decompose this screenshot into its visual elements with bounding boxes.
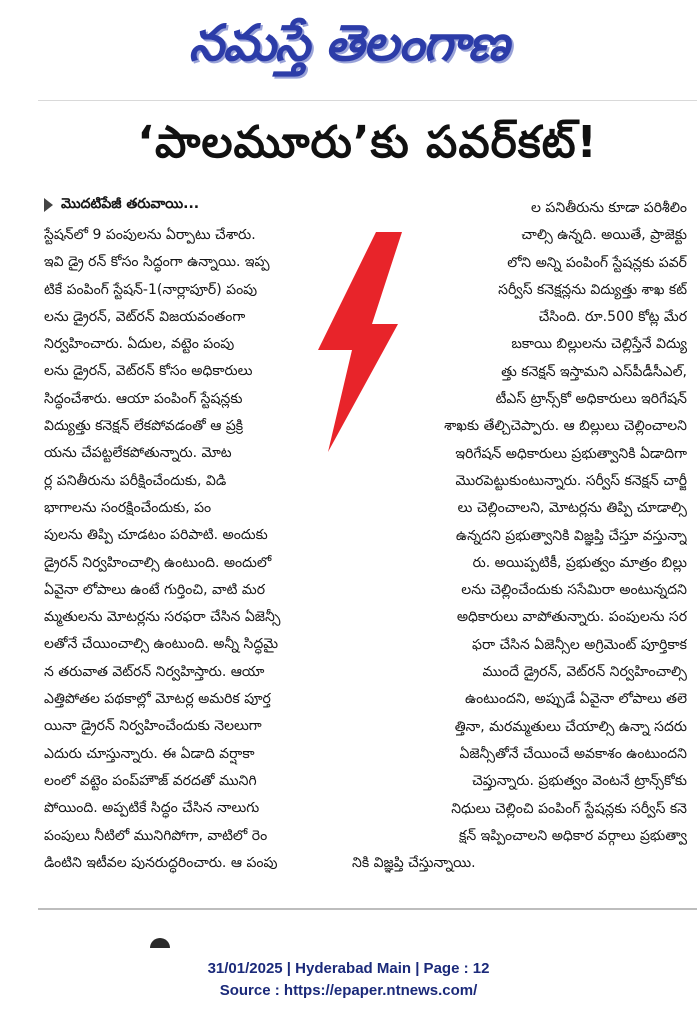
article-line-right: లోని అన్ని పంపింగ్‌ స్టేషన్లకు పవర్‌: [507, 254, 687, 271]
article-column-left: [44, 222, 340, 877]
article-line-left: యను చేపట్టలేకపోతున్నారు. మోట: [44, 445, 232, 462]
article-line-right: లు చెల్లించాలని, మోటర్లను తిప్పి చూడాల్సి: [457, 500, 687, 517]
article-line-right: ఫరా చేసిన ఏజెన్సీల అగ్రిమెంట్‌ పూర్తికాక: [472, 636, 687, 653]
article-line-left: విద్యుత్తు కనెక్షన్‌ లేకపోవడంతో ఆ ప్రక్రి: [44, 418, 244, 435]
article-line-left: లంలో వట్టెం పంప్‌హౌజ్‌ వరదతో మునిగి: [44, 772, 257, 789]
article-line-left: యినా డ్రైరన్‌ నిర్వహించేందుకు నెలలుగా: [44, 718, 262, 735]
article-line-right: చాల్సి ఉన్నది. అయితే, ప్రాజెక్టు: [521, 227, 687, 244]
article-line-left: సిద్ధంచేశారు. ఆయా పంపింగ్‌ స్టేషన్లకు: [44, 390, 243, 407]
lightning-bolt-icon: [318, 232, 402, 452]
article-line-left: పులను తిప్పి చూడటం పరిపాటి. అందుకు: [44, 527, 268, 544]
article-line-right: సర్వీస్‌ కనెక్షన్లను విద్యుత్తు శాఖ కట్‌: [498, 281, 687, 298]
article-line-left: టికే పంపింగ్‌ స్టేషన్‌-1(నార్లాపూర్‌) పంపు: [44, 281, 258, 298]
article-line-left: ఏవైనా లోపాలు ఉంటే గుర్తించి, వాటి మర: [44, 581, 266, 598]
clip-bottom-border: [38, 908, 697, 910]
next-article-fragment: [150, 938, 170, 948]
footer-date-edition: 31/01/2025 | Hyderabad Main | Page : 12: [207, 960, 490, 977]
epaper-footer: [0, 958, 697, 1002]
newspaper-masthead: నమస్తే తెలంగాణ: [188, 13, 509, 72]
article-line-right: చేసింది. రూ.500 కోట్ల మేర: [538, 309, 687, 326]
article-line-left: ఎత్తిపోతల పథకాల్లో మోటర్ల అమరిక పూర్త: [44, 691, 271, 708]
article-line-left: ఎదురు చూస్తున్నారు. ఈ ఏడాది వర్షాకా: [44, 745, 255, 762]
article-line-right: అధికారులు వాపోతున్నారు. పంపులను సర: [456, 609, 687, 626]
article-line-right: శాఖకు తేల్చిచెప్పారు. ఆ బిల్లులు చెల్లించాలని: [444, 418, 687, 435]
article-line-left: లతోనే చేయించాల్సి ఉంటుంది. అన్నీ సిద్ధమై: [44, 636, 279, 653]
article-line-right: ఉంటుందని, అప్పుడే ఏవైనా లోపాలు తలె: [464, 691, 687, 708]
article-headline: ‘పాలమూరు’కు పవర్‌కట్‌!: [137, 117, 598, 168]
clip-top-border: [38, 100, 697, 101]
article-line-right: ఏజెన్సీతోనే చేయించే అవకాశం ఉంటుందని: [459, 745, 687, 762]
article-line-right: టీఎస్‌ ట్రాన్స్‌కో అధికారులు ఇరిగేషన్‌: [495, 391, 687, 408]
article-line-left: స్టేషన్‌లో 9 పంపులను ఏర్పాటు చేశారు.: [44, 227, 256, 243]
article-line-right: లను చెల్లించేందుకు ససేమిరా అంటున్నదని: [461, 582, 687, 599]
article-line-right: ల పనితీరును కూడా పరిశీలిం: [531, 200, 687, 216]
article-line-right: ఉన్నదని ప్రభుత్వానికి విజ్ఞప్తి చేస్తూ వస్తున్నా: [455, 527, 687, 544]
continuation-text: మొదటిపేజీ తరువాయి...: [61, 195, 200, 212]
article-line-right: బకాయి బిల్లులను చెల్లిస్తేనే విద్యు: [511, 336, 687, 353]
article-line-right: నికి విజ్ఞప్తి చేస్తున్నాయి.: [352, 855, 476, 872]
article-line-right: ముందే డ్రైరన్‌, వెట్‌రన్‌ నిర్వహించాల్సి: [482, 664, 687, 681]
article-line-left: డింటిని ఇటీవల పునరుద్ధరించారు. ఆ పంపు: [44, 854, 278, 871]
chevron-right-icon: [44, 198, 53, 212]
article-line-left: ర్ల పనితీరును పరీక్షించేందుకు, విడి: [44, 472, 227, 489]
lightning-bolt-shape: [318, 232, 402, 452]
article-line-left: పోయింది. అప్పటికే సిద్ధం చేసిన నాలుగు: [44, 800, 260, 817]
article-line-right: త్తినా, మరమ్మతులు చేయాల్సి ఉన్నా సదరు: [454, 718, 687, 735]
article-line-left: భాగాలను సంరక్షించేందుకు, పం: [44, 499, 212, 516]
article-line-left: లను డ్రైరన్‌, వెట్‌రన్‌ విజయవంతంగా: [44, 308, 246, 325]
article-line-right: చెప్తున్నారు. ప్రభుత్వం వెంటనే ట్రాన్స్‌కోకు: [472, 773, 687, 790]
article-line-left: నిర్వహించారు. ఏదుల, వట్టెం పంపు: [44, 336, 235, 353]
article-line-right: మొరపెట్టుకుంటున్నారు. సర్వీస్‌ కనెక్షన్‌ చార్జీ: [455, 472, 687, 489]
article-column-right: [352, 195, 687, 877]
article-line-left: న తరువాత వెట్‌రన్‌ నిర్వహిస్తారు. ఆయా: [44, 663, 265, 680]
footer-source[interactable]: Source : https://epaper.ntnews.com/: [219, 982, 478, 999]
article-line-right: నిధులు చెల్లించి పంపింగ్‌ స్టేషన్లకు సర్వీస్‌ కనె: [451, 800, 687, 817]
continuation-label: [44, 193, 199, 217]
article-line-left: లను డ్రైరన్‌, వెట్‌రన్‌ కోసం అధికారులు: [44, 363, 253, 380]
article-line-left: డ్రైరన్‌ నిర్వహించాల్సి ఉంటుంది. అందులో: [44, 554, 272, 571]
article-line-left: పంపులు నీటిలో మునిగిపోగా, వాటిలో రెం: [44, 827, 268, 844]
article-line-left: మ్మతులను మోటర్లను సరఫరా చేసిన ఏజెన్సీ: [44, 609, 281, 626]
article-line-right: క్షన్‌ ఇప్పించాలని అధికార వర్గాలు ప్రభుత్వా: [459, 827, 687, 844]
article-line-right: ఇరిగేషన్‌ అధికారులు ప్రభుత్వానికి ఏడాదిగా: [455, 445, 687, 462]
article-line-left: ఇవి డ్రై రన్‌ కోసం సిద్ధంగా ఉన్నాయి. ఇప్ప: [44, 254, 270, 271]
article-line-right: త్తు కనెక్షన్‌ ఇస్తామని ఎస్‌పీడీసీఎల్‌,: [501, 363, 687, 380]
article-line-right: రు. అయిప్పటికీ, ప్రభుత్వం మాత్రం బిల్లు: [472, 554, 687, 571]
